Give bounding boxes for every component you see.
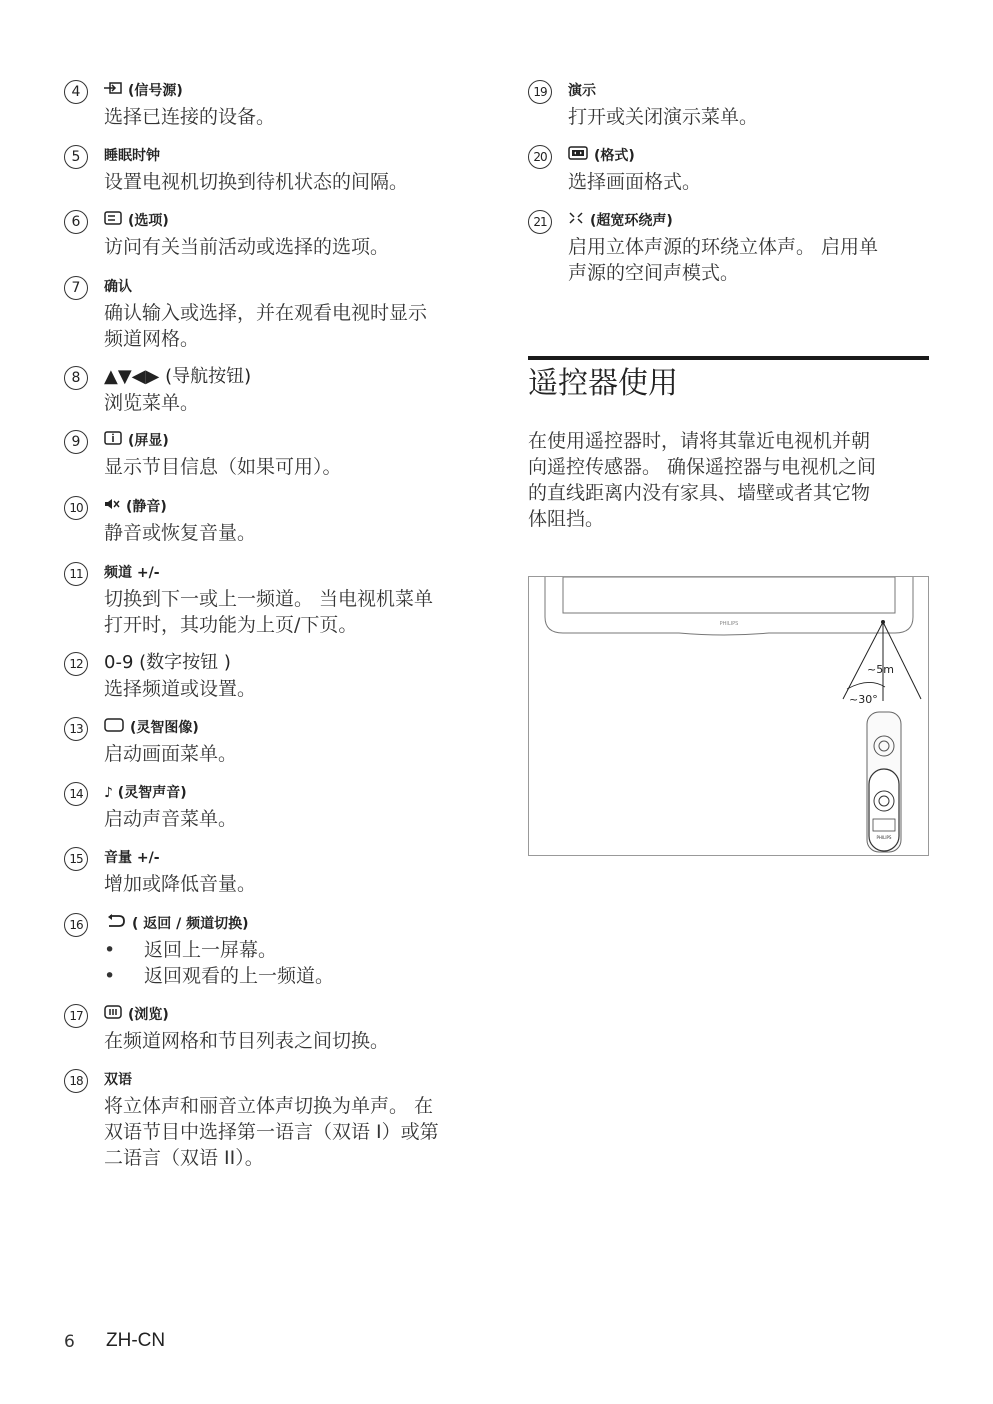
item-heading-text: (超宽环绕声) [590, 213, 673, 229]
page-number: 6 [64, 1332, 75, 1352]
item-heading [104, 1069, 132, 1091]
item-heading [104, 913, 249, 935]
tv-brand-label: PHILIPS [719, 621, 739, 627]
item-number-badge: 14 [64, 782, 88, 806]
item-description: 设置电视机切换到待机状态的间隔。 [104, 171, 409, 193]
language-code: ZH-CN [106, 1330, 166, 1351]
format-icon [568, 145, 588, 167]
item-heading-text: ( 返回 / 频道切换) [132, 916, 249, 932]
item-heading [104, 276, 132, 298]
item-description: 访问有关当前活动或选择的选项。 [104, 236, 390, 258]
item-heading-text: (静音) [126, 499, 167, 515]
item-number-badge: 6 [64, 210, 88, 234]
item-heading [104, 562, 160, 584]
item-number-badge: 8 [64, 366, 88, 390]
bullet-item [104, 963, 334, 989]
item-heading [104, 145, 160, 167]
bullet-text: 返回上一屏幕。 [144, 939, 278, 961]
item-number-badge: 10 [64, 496, 88, 520]
item-heading [568, 145, 635, 167]
distance-label: ~5m [867, 663, 894, 676]
item-description: 打开时，其功能为上页/下页。 [104, 614, 358, 636]
item-number-badge: 11 [64, 562, 88, 586]
item-number-badge: 20 [528, 145, 552, 169]
item-heading-text: 演示 [568, 83, 596, 99]
item-description: 二语言（双语 II）。 [104, 1147, 264, 1169]
item-heading [104, 210, 169, 232]
item-heading [104, 652, 231, 674]
item-heading-text: 频道 +/- [104, 565, 160, 581]
item-number-badge: 17 [64, 1004, 88, 1028]
item-heading [104, 80, 183, 102]
item-heading-text: 确认 [104, 279, 132, 295]
remote-usage-figure [528, 576, 929, 856]
tv-remote-illustration [529, 577, 928, 855]
item-description: 显示节目信息（如果可用）。 [104, 456, 342, 478]
item-number-badge: 21 [528, 210, 552, 234]
item-number-badge: 19 [528, 80, 552, 104]
angle-label: ~30° [849, 693, 878, 706]
item-description: 选择已连接的设备。 [104, 106, 276, 128]
bullet-dot: • [104, 965, 116, 987]
item-description: 启用立体声源的环绕立体声。 启用单 [568, 236, 879, 258]
item-number-badge: 7 [64, 276, 88, 300]
item-description: 静音或恢复音量。 [104, 522, 257, 544]
item-heading [104, 430, 169, 452]
item-description: 启动画面菜单。 [104, 743, 238, 765]
bullet-dot: • [104, 939, 116, 961]
bullet-item [104, 937, 277, 963]
item-heading-text: 音量 +/- [104, 850, 160, 866]
item-heading-text: ▲▼◀▶ (导航按钮) [104, 366, 252, 387]
item-description: 打开或关闭演示菜单。 [568, 106, 759, 128]
options-icon [104, 210, 122, 232]
item-heading-text: 0-9 (数字按钮 ) [104, 652, 231, 673]
browse-icon [104, 1004, 122, 1026]
item-number-badge: 5 [64, 145, 88, 169]
item-heading [104, 717, 199, 739]
item-heading-text: ♪ (灵智声音) [104, 785, 187, 801]
bullet-text: 返回观看的上一频道。 [144, 965, 335, 987]
item-number-badge: 4 [64, 80, 88, 104]
item-heading [104, 847, 160, 869]
section-body [528, 428, 928, 532]
section-title: 遥控器使用 [528, 366, 678, 401]
section-body-line: 向遥控传感器。 确保遥控器与电视机之间 [528, 456, 877, 478]
item-heading [104, 366, 251, 388]
section-rule [528, 356, 929, 360]
item-heading [568, 210, 673, 232]
item-description: 确认输入或选择，并在观看电视时显示 [104, 302, 428, 324]
item-number-badge: 16 [64, 913, 88, 937]
item-description: 增加或降低音量。 [104, 873, 257, 895]
source-icon [104, 80, 122, 102]
item-description: 切换到下一或上一频道。 当电视机菜单 [104, 588, 434, 610]
item-number-badge: 18 [64, 1069, 88, 1093]
item-description: 双语节目中选择第一语言（双语 I）或第 [104, 1121, 439, 1143]
item-heading [568, 80, 596, 102]
item-description: 浏览菜单。 [104, 392, 200, 414]
item-heading [104, 496, 167, 518]
item-heading-text: 双语 [104, 1072, 132, 1088]
item-heading-text: (格式) [594, 148, 635, 164]
item-heading [104, 782, 187, 804]
item-description: 在频道网格和节目列表之间切换。 [104, 1030, 390, 1052]
item-heading-text: (浏览) [128, 1007, 169, 1023]
item-number-badge: 15 [64, 847, 88, 871]
mute-icon [104, 496, 120, 518]
item-heading-text: 睡眠时钟 [104, 148, 160, 164]
section-body-line: 在使用遥控器时，请将其靠近电视机并朝 [528, 430, 871, 452]
item-description: 将立体声和丽音立体声切换为单声。 在 [104, 1095, 434, 1117]
item-number-badge: 9 [64, 430, 88, 454]
item-heading-text: (信号源) [128, 83, 183, 99]
back-icon [104, 913, 126, 935]
section-body-line: 体阻挡。 [528, 508, 605, 530]
item-description: 选择频道或设置。 [104, 678, 257, 700]
item-description: 选择画面格式。 [568, 171, 702, 193]
section-body-line: 的直线距离内没有家具、墙壁或者其它物 [528, 482, 871, 504]
surround-icon [568, 210, 584, 232]
item-heading-text: (屏显) [128, 433, 169, 449]
picture-icon [104, 717, 124, 739]
info-icon [104, 430, 122, 452]
item-heading-text: (选项) [128, 213, 169, 229]
item-description: 频道网格。 [104, 328, 200, 350]
remote-brand-label: PHILIPS [876, 835, 892, 840]
item-number-badge: 12 [64, 652, 88, 676]
item-number-badge: 13 [64, 717, 88, 741]
item-description: 声源的空间声模式。 [568, 262, 740, 284]
item-heading-text: (灵智图像) [130, 720, 199, 736]
item-heading [104, 1004, 169, 1026]
item-description: 启动声音菜单。 [104, 808, 238, 830]
